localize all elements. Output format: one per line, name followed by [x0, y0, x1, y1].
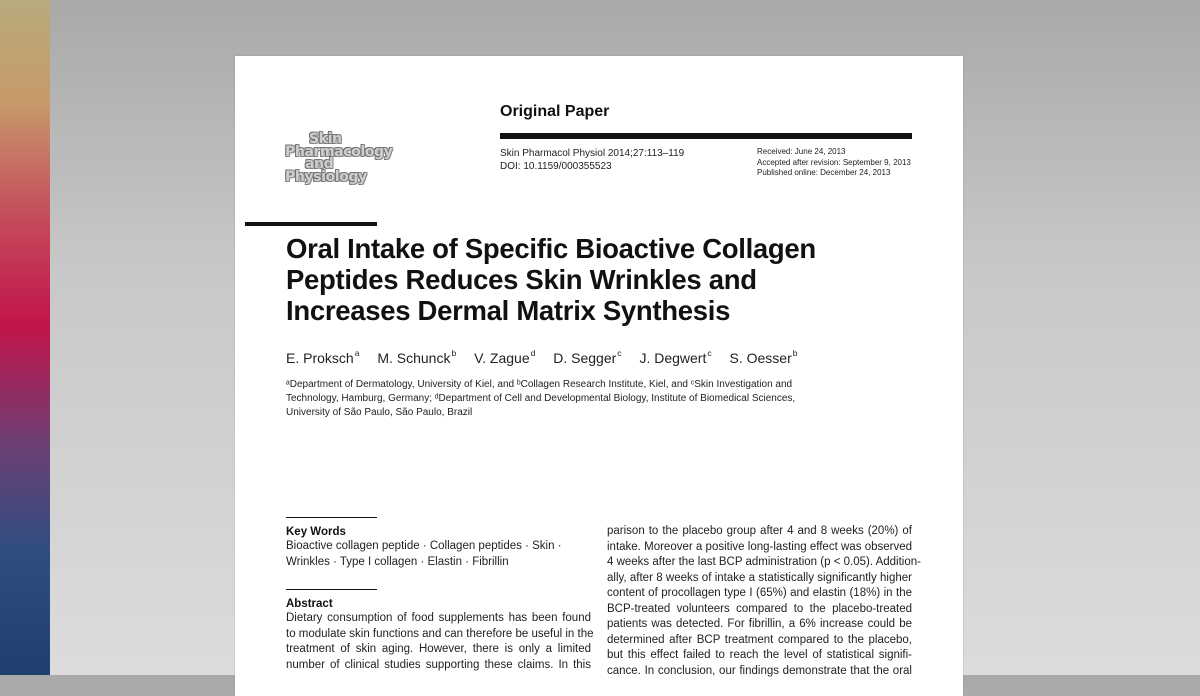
abstract-line: BCP-treated volunteers compared to the placebo-treated: [607, 602, 912, 615]
abstract-line: content of procollagen type I (65%) and elastin (18%) in the: [607, 587, 912, 599]
published-date: Published online: December 24, 2013: [757, 168, 891, 177]
author: [286, 350, 359, 366]
section-rule: [286, 517, 377, 518]
abstract-line: to modulate skin functions and can therefore be useful in the: [286, 627, 594, 640]
author-affiliation-mark: c: [617, 348, 622, 358]
article-title: [286, 233, 846, 326]
key-words-line: Bioactive collagen peptide · Collagen peptides · Skin ·: [286, 540, 562, 552]
author-affiliation-mark: a: [354, 348, 360, 358]
author-name: S. Oesser: [729, 349, 792, 366]
abstract-heading: Abstract: [286, 598, 333, 610]
article-title-line: Increases Dermal Matrix Synthesis: [286, 295, 731, 326]
abstract-line: patients was detected. For fibrillin, a 6% increase could be: [607, 618, 912, 630]
journal-logo: [285, 133, 415, 183]
key-words-line: Wrinkles · Type I collagen · Elastin · Fibrillin: [286, 555, 509, 568]
affiliation-line: University of São Paulo, São Paulo, Brazil: [286, 407, 473, 418]
affiliation-line: Technology, Hamburg, Germany; ᵈDepartment of Cell and Developmental Biology, Institute of Biomedical Sciences,: [286, 393, 796, 404]
abstract-section: [286, 589, 594, 673]
abstract-line: Dietary consumption of food supplements has been found: [286, 612, 591, 624]
author-affiliation-mark: d: [530, 348, 536, 358]
key-words-text: [286, 539, 591, 570]
author-affiliation-mark: c: [707, 348, 712, 358]
abstract-line: treatment of skin aging. However, there is only a limited: [286, 643, 591, 655]
received-date: Received: June 24, 2013: [757, 147, 846, 156]
abstract-line: but this effect failed to reach the level of statistical signifi-: [607, 649, 912, 661]
abstract-line: parison to the placebo group after 4 and 8 weeks (20%) of: [607, 525, 912, 537]
key-words-heading: Key Words: [286, 526, 346, 538]
abstract-line: determined after BCP treatment compared to the placebo,: [607, 633, 912, 646]
abstract-line: 4 weeks after the last BCP administration (p < 0.05). Addition-: [607, 556, 921, 568]
right-column: [607, 524, 921, 679]
abstract-line: ally, after 8 weeks of intake a statistically significantly higher: [607, 571, 912, 584]
abstract-text-left: [286, 611, 594, 673]
paper-type-label: Original Paper: [500, 103, 610, 120]
section-rule: [286, 589, 377, 590]
title-rule: [245, 222, 377, 226]
author-name: D. Segger: [553, 349, 617, 366]
paper-page: [235, 56, 963, 696]
abstract-line: number of clinical studies supporting these claims. In this: [286, 658, 591, 671]
affiliation-line: ᵃDepartment of Dermatology, University of Kiel, and ᵇCollagen Research Institute, Kiel, and ᶜSkin Investigation and: [286, 379, 793, 390]
citation-text: Skin Pharmacol Physiol 2014;27:113–119: [500, 148, 685, 159]
author: [377, 350, 456, 366]
accepted-date: Accepted after revision: September 9, 2013: [757, 157, 911, 167]
author-name: M. Schunck: [377, 349, 451, 366]
header-rule: [500, 133, 912, 139]
article-title-line: Oral Intake of Specific Bioactive Collagen: [286, 233, 816, 264]
author: [553, 350, 621, 366]
publication-dates: [757, 147, 911, 179]
author-name: J. Degwert: [639, 349, 707, 366]
doi-text: DOI: 10.1159/000355523: [500, 161, 612, 172]
article-title-line: Peptides Reduces Skin Wrinkles and: [286, 264, 757, 295]
author: [474, 350, 535, 366]
journal-logo-line: Skin: [309, 131, 342, 147]
author-affiliation-mark: b: [451, 348, 457, 358]
citation-block: [500, 147, 684, 173]
affiliations: [286, 378, 826, 420]
journal-logo-line: and: [305, 156, 334, 172]
left-column: [286, 517, 594, 673]
journal-logo-line: Pharmacology: [285, 143, 393, 160]
author-name: V. Zague: [474, 349, 530, 366]
journal-logo-line: Physiology: [285, 168, 367, 185]
author-name: E. Proksch: [286, 349, 354, 366]
author-list: [286, 349, 811, 366]
author: [639, 350, 711, 366]
author-affiliation-mark: b: [792, 348, 798, 358]
author: [730, 350, 798, 366]
abstract-line: intake. Moreover a positive long-lasting effect was observed: [607, 540, 912, 553]
left-edge-color-band: [0, 0, 50, 675]
key-words-section: [286, 517, 591, 570]
abstract-line: cance. In conclusion, our findings demonstrate that the oral: [607, 664, 912, 677]
